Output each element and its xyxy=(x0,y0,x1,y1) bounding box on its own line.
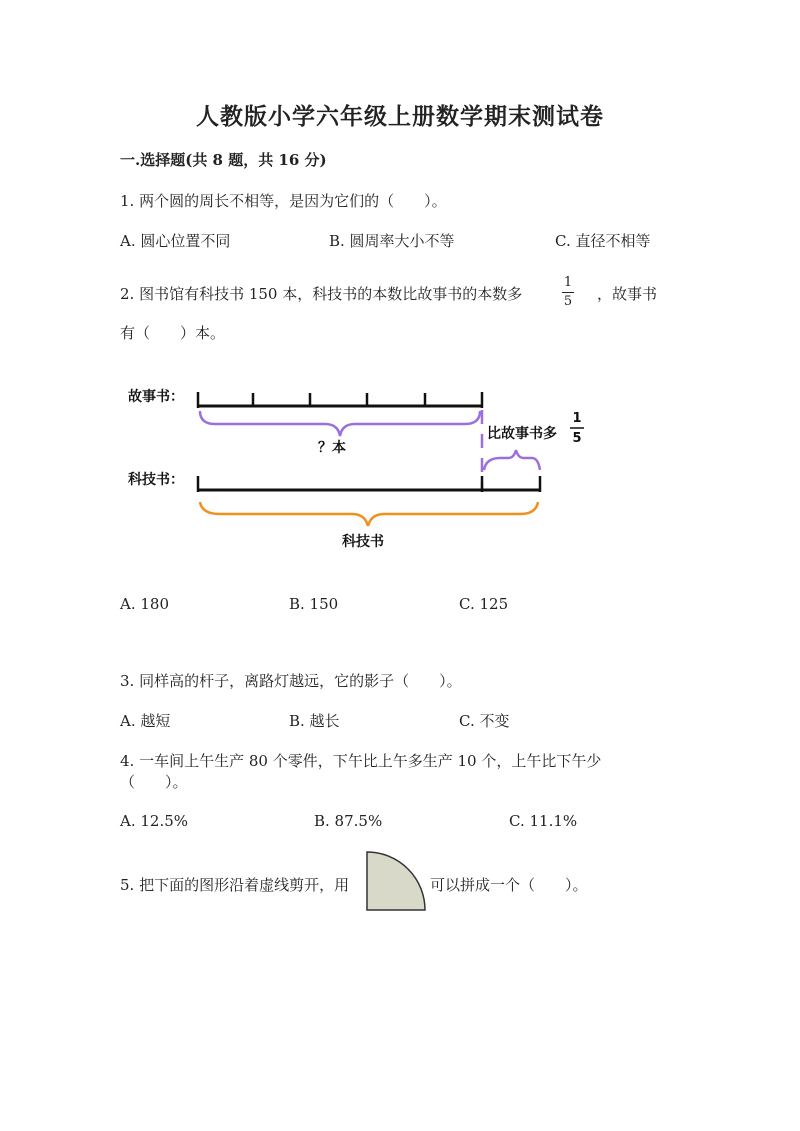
q3-option-c: C. 不变 xyxy=(459,712,510,730)
question-1-text: 1. 两个圆的周长不相等，是因为它们的（ ）。 xyxy=(120,192,447,210)
q2-fraction xyxy=(562,276,574,309)
fraction-bar xyxy=(562,292,574,293)
question-5-text: 5. 把下面的图形沿着虚线剪开，用 xyxy=(120,876,350,894)
tech-books-brace xyxy=(200,502,538,526)
question-2-text-line2: 有（ ）本。 xyxy=(120,324,226,342)
question-4-text: 4. 一车间上午生产 80 个零件，下午比上午多生产 10 个，上午比下午少 xyxy=(120,752,602,770)
story-books-brace xyxy=(200,411,480,436)
label-fraction-denominator: 5 xyxy=(572,431,582,446)
q1-option-c: C. 直径不相等 xyxy=(555,232,651,250)
page-title: 人教版小学六年级上册数学期末测试卷 xyxy=(196,103,604,130)
question-4-text-line2: （ ）。 xyxy=(120,773,188,791)
q2-fraction-numerator: 1 xyxy=(563,275,573,290)
q2-option-a: A. 180 xyxy=(120,595,169,613)
label-tech-books-total: 科技书 xyxy=(342,534,384,550)
q3-option-b: B. 越长 xyxy=(289,712,340,730)
question-2-text: 2. 图书馆有科技书 150 本，科技书的本数比故事书的本数多 xyxy=(120,285,523,303)
label-more-than-story: 比故事书多 xyxy=(487,426,557,442)
label-tech-books: 科技书： xyxy=(128,472,184,488)
label-fraction-numerator: 1 xyxy=(572,411,582,426)
q2-fraction-denominator: 5 xyxy=(563,294,573,309)
section-heading: 一.选择题(共 8 题，共 16 分) xyxy=(120,151,327,169)
label-unknown-books: ？本 xyxy=(318,440,346,456)
quarter-circle-shape xyxy=(365,850,429,912)
question-2-text-after: ，故事书 xyxy=(597,285,658,303)
question-3-text: 3. 同样高的杆子，离路灯越远，它的影子（ ）。 xyxy=(120,672,462,690)
q2-option-c: C. 125 xyxy=(459,595,509,613)
q3-option-a: A. 越短 xyxy=(120,712,171,730)
story-books-bar xyxy=(198,392,482,408)
q2-option-b: B. 150 xyxy=(289,595,339,613)
label-story-books: 故事书： xyxy=(128,389,184,405)
q4-option-a: A. 12.5% xyxy=(120,812,189,830)
q4-option-c: C. 11.1% xyxy=(509,812,578,830)
q1-option-b: B. 圆周率大小不等 xyxy=(329,232,455,250)
extra-part-brace xyxy=(484,450,540,470)
q2-line-diagram xyxy=(120,380,600,555)
q4-option-b: B. 87.5% xyxy=(314,812,383,830)
question-5-text-after: 可以拼成一个（ ）。 xyxy=(430,876,588,894)
q1-option-a: A. 圆心位置不同 xyxy=(120,232,231,250)
tech-books-bar xyxy=(198,476,540,492)
